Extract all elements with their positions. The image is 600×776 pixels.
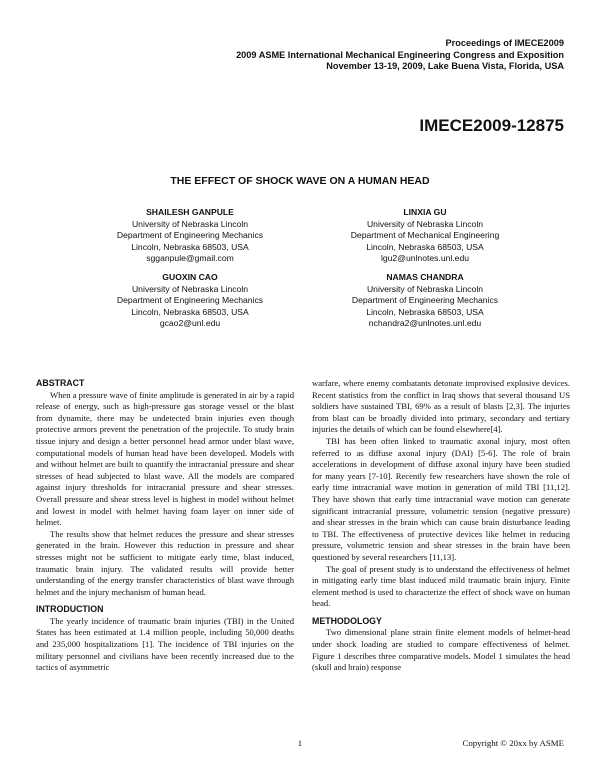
- conference-dates: November 13-19, 2009, Lake Buena Vista, Florida, USA: [326, 61, 564, 71]
- body-paragraph: The goal of present study is to understand the effectiveness of helmet in mitigating early time blast induced mild traumatic brain injury. Finite element method is used to characterize the effect of shock wave on human head.: [312, 563, 570, 609]
- author-department: Department of Engineering Mechanics: [116, 295, 264, 306]
- author-address: Lincoln, Nebraska 68503, USA: [366, 306, 484, 317]
- left-column: [36, 378, 294, 674]
- author-name: SHAILESH GANPULE: [146, 207, 234, 217]
- introduction-paragraph: The yearly incidence of traumatic brain injuries (TBI) in the United States has been estimated at 1.4 million people, including 50,000 deaths and 235,000 hospitalizations [1]. The incidence of TBI injuries on the military personnel and civilians have been recently increased due to the tactics of asymmetric: [36, 615, 294, 673]
- body-paragraph: Two dimensional plane strain finite element models of helmet-head under shock loading are studied to compare effectiveness of helmet. Figure 1 describes three comparative models. Model 1 simulates the head (skull and brain) response: [312, 627, 570, 673]
- author-affiliation: University of Nebraska Lincoln: [366, 218, 484, 229]
- author-affiliation: University of Nebraska Lincoln: [131, 218, 249, 229]
- author-department: Department of Engineering Mechanics: [351, 295, 499, 306]
- author-email: gcao2@unl.edu: [159, 318, 221, 329]
- author-email: nchandra2@unlnotes.unl.edu: [368, 318, 482, 329]
- conference-name: 2009 ASME International Mechanical Engineering Congress and Exposition: [236, 49, 564, 60]
- paper-id: IMECE2009-12875: [419, 116, 564, 135]
- right-column: [312, 378, 570, 674]
- author-block: [75, 207, 305, 265]
- abstract-heading: ABSTRACT: [36, 378, 85, 388]
- proceedings-header: [236, 38, 564, 73]
- author-block: [310, 272, 540, 330]
- author-address: Lincoln, Nebraska 68503, USA: [131, 306, 249, 317]
- proceedings-title: Proceedings of IMECE2009: [445, 38, 564, 48]
- author-address: Lincoln, Nebraska 68503, USA: [131, 241, 249, 252]
- author-name: LINXIA GU: [403, 207, 447, 217]
- author-name: GUOXIN CAO: [162, 272, 218, 282]
- author-block: [75, 272, 305, 330]
- paper-title: THE EFFECT OF SHOCK WAVE ON A HUMAN HEAD: [170, 175, 430, 187]
- copyright-notice: Copyright © 20xx by ASME: [462, 738, 564, 748]
- introduction-heading: INTRODUCTION: [36, 604, 104, 615]
- author-block: [310, 207, 540, 265]
- author-affiliation: University of Nebraska Lincoln: [131, 283, 249, 294]
- page-number: 1: [297, 738, 303, 748]
- author-affiliation: University of Nebraska Lincoln: [366, 283, 484, 294]
- abstract-paragraph: The results show that helmet reduces the pressure and shear stresses generated in the brain. However this reduction in pressure and shear stresses might not be sufficient to mitigate early time, blast induced, traumatic brain injury. The validated results will provide better understanding of the energy transfer characteristics of blast wave through helmet and the injury mechanism of human head.: [36, 528, 294, 597]
- author-name: NAMAS CHANDRA: [386, 272, 464, 282]
- author-email: sgganpule@gmail.com: [146, 253, 234, 264]
- methodology-heading: METHODOLOGY: [312, 615, 382, 626]
- author-department: Department of Engineering Mechanics: [116, 230, 264, 241]
- abstract-paragraph: When a pressure wave of finite amplitude is generated in air by a rapid release of energy, such as high-pressure gas storage vessel or the blast from dynamite, there may be undetected brain injuries even though protective armors prevent the penetration of the projectile. To study brain tissue injury and design a better personnel head armor under blast wave, computational models of human head have been developed. Models with and without helmet are built to quantify the intracranial pressure and shear stresses of head subjected to blast wave. All the models are compared against injury thresholds for intracranial pressure and shear stresses. Overall pressure and shear stress level is highest in model without helmet and lowest in model with helmet having foam layer on inner side of helmet.: [36, 389, 294, 528]
- body-paragraph: warfare, where enemy combatants detonate improvised explosive devices. Recent statistics from the conflict in Iraq shows that several thousand US soldiers have sustained TBI, 69% as a result of blasts [2,3]. The injuries from blast can be broadly divided into primary, secondary and tertiary injuries the details of which can be found elsewhere[4].: [312, 378, 570, 435]
- author-address: Lincoln, Nebraska 68503, USA: [366, 241, 484, 252]
- author-email: lgu2@unlnotes.unl.edu: [380, 253, 470, 264]
- author-department: Department of Mechanical Engineering: [350, 230, 500, 241]
- body-paragraph: TBI has been often linked to traumatic axonal injury, most often referred to as diffuse axonal injury (DAI) [5-6]. The role of brain accelerations in development of diffuse axonal injury have been studied for many years [7-10]. Recently few researchers have shown the role of early time intracranial wave motion in generation of mild TBI [11,12]. They have shown that early time intracranial wave motion can generate significant intracranial pressure, volumetric tension (negative pressure) and shear stresses in the brain which can cause brain disturbance leading to TBI. The effectiveness of protective devices like helmet in reducing pressure, volumetric tension and shear stresses in the brain have been questioned by several researchers [11,13].: [312, 435, 570, 562]
